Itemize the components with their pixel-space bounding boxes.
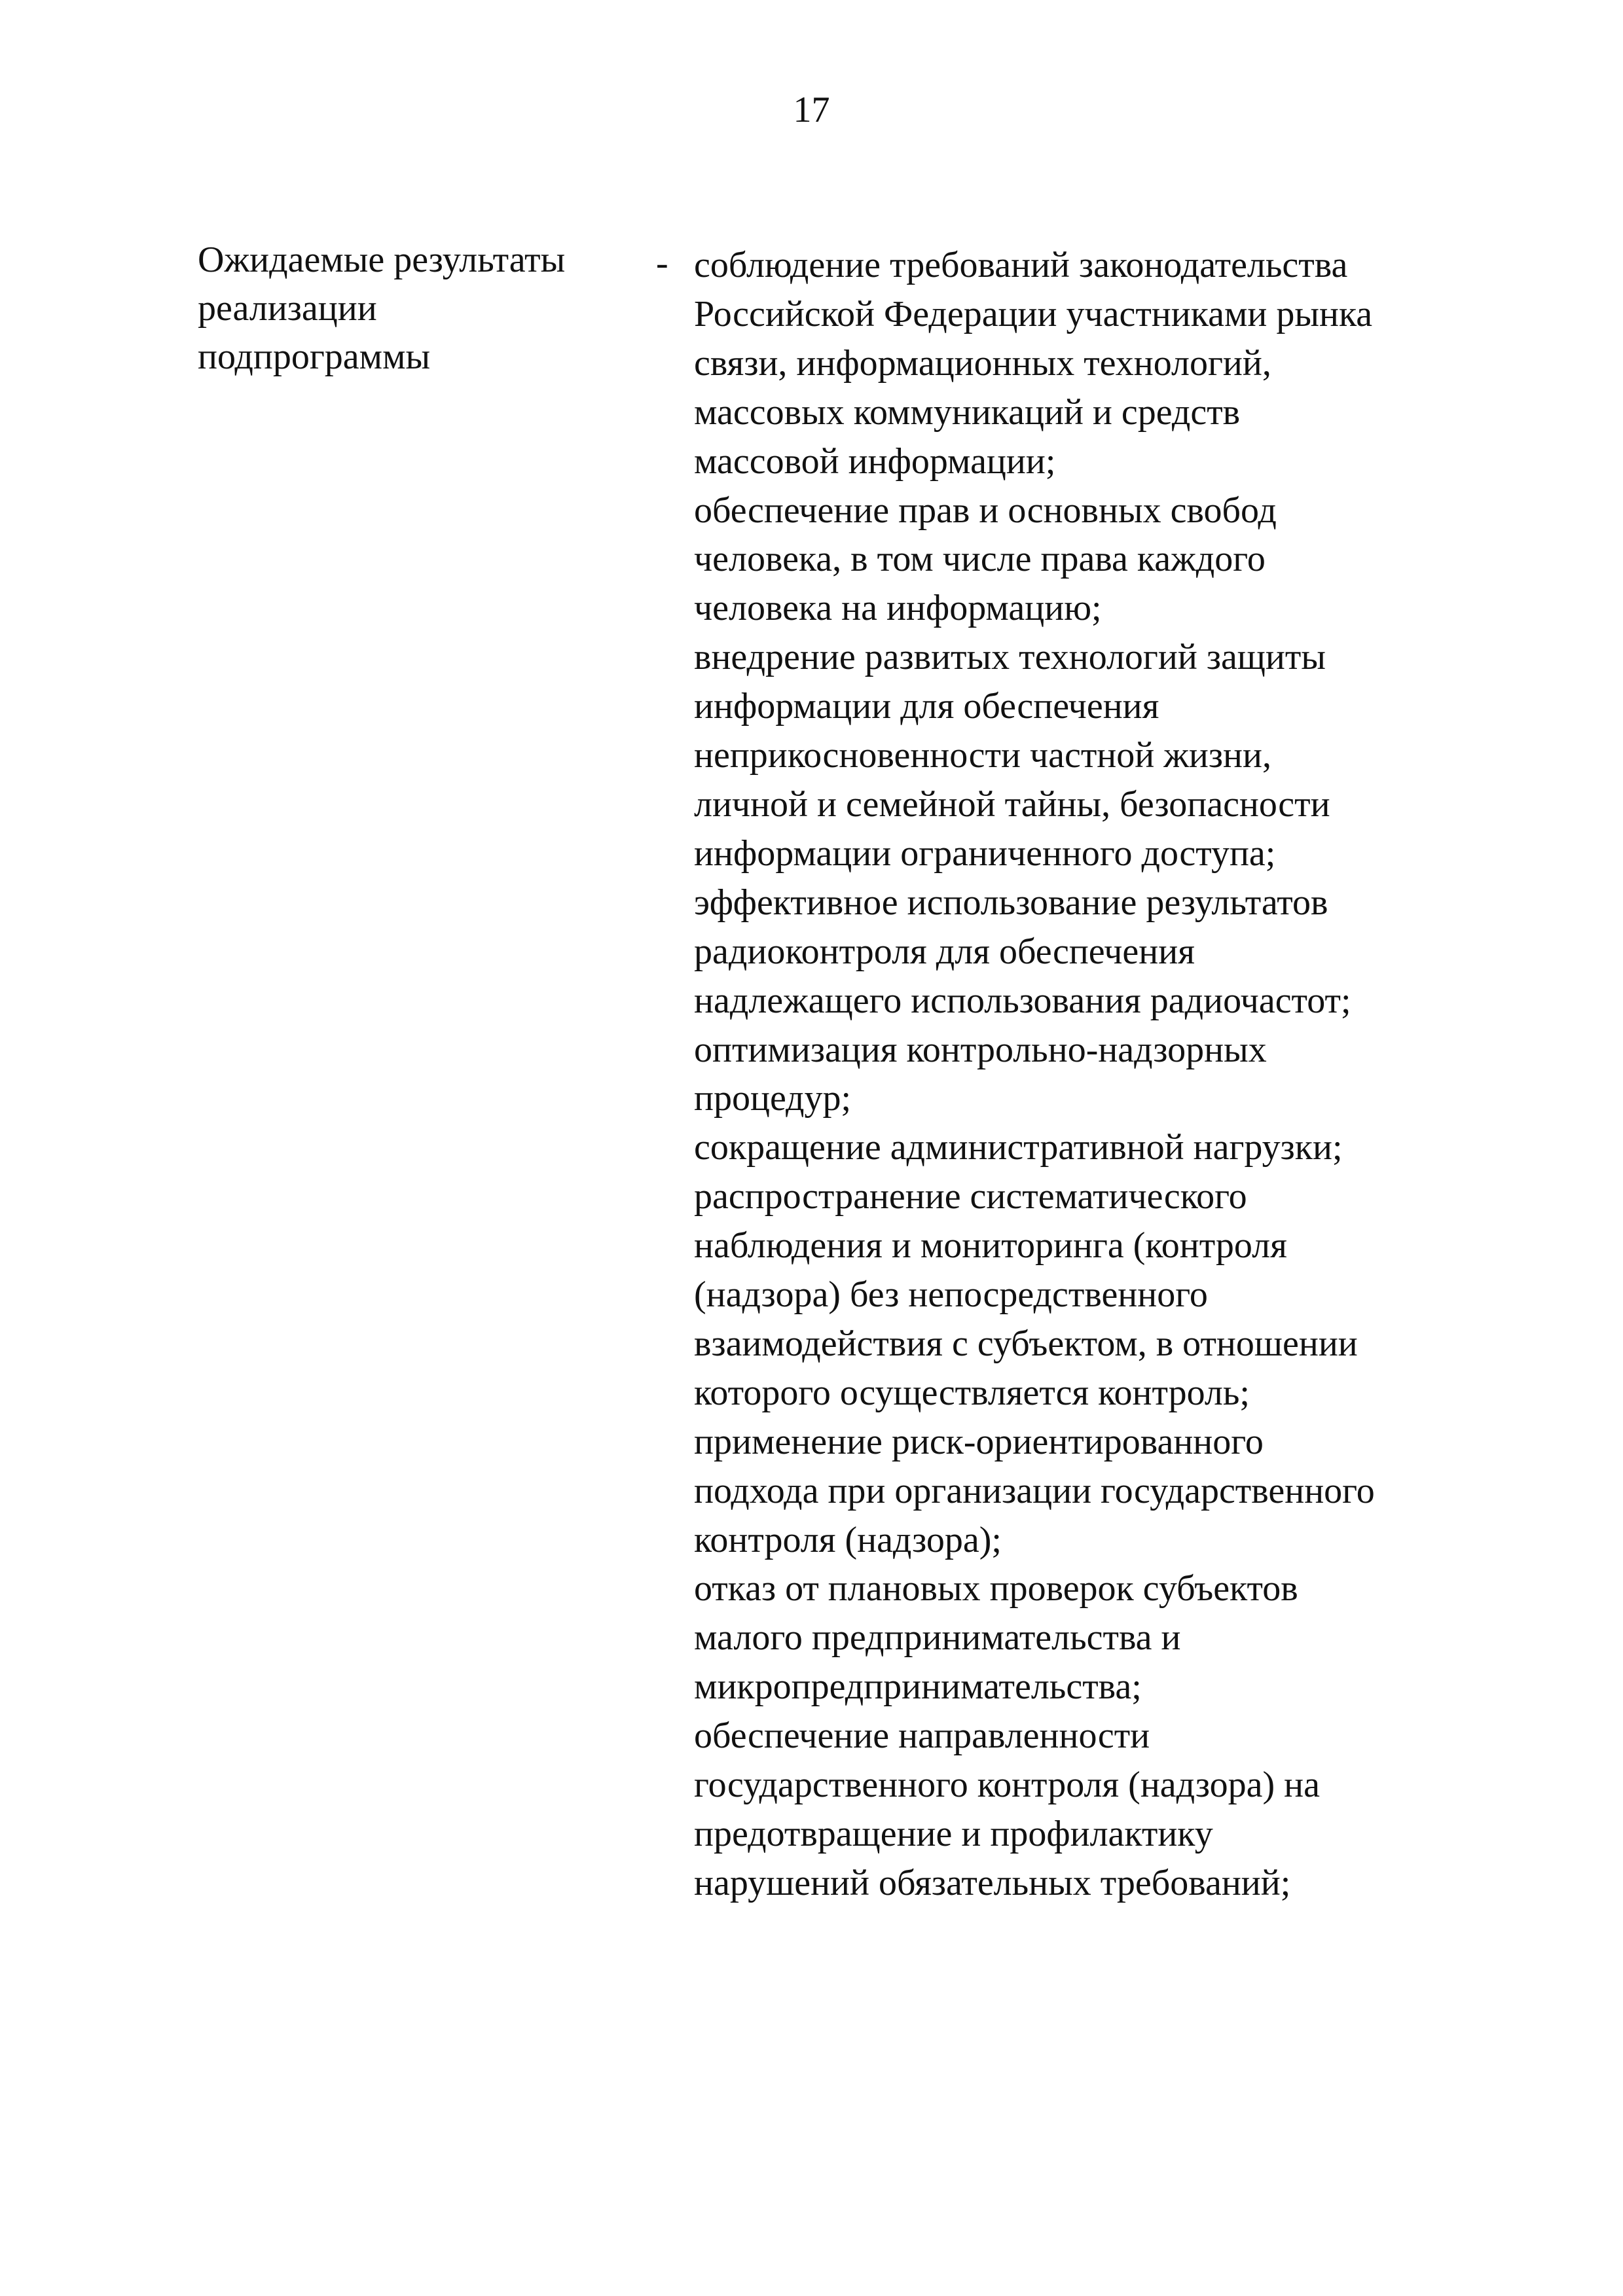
result-line: эффективное использование результатов [694, 882, 1328, 923]
result-line: наблюдения и мониторинга (контроля [694, 1225, 1287, 1266]
result-line: человека на информацию; [694, 588, 1102, 629]
result-line: информации ограниченного доступа; [694, 833, 1276, 874]
result-line: применение риск-ориентированного [694, 1421, 1264, 1462]
result-line: информации для обеспечения [694, 686, 1159, 727]
result-line: Российской Федерации участниками рынка [694, 293, 1373, 334]
result-line: контроля (надзора); [694, 1519, 1002, 1560]
result-line: которого осуществляется контроль; [694, 1372, 1250, 1413]
result-line: внедрение развитых технологий защиты [694, 637, 1326, 678]
result-line: радиоконтроля для обеспечения [694, 931, 1195, 972]
dash-separator: - [656, 243, 668, 283]
result-line: предотвращение и профилактику [694, 1814, 1213, 1854]
result-line: неприкосновенности частной жизни, [694, 735, 1271, 776]
result-line: микропредпринимательства; [694, 1666, 1142, 1708]
result-line: личной и семейной тайны, безопасности [694, 783, 1330, 825]
section-label-line: подпрограммы [198, 336, 431, 377]
result-line: взаимодействия с субъектом, в отношении [694, 1323, 1358, 1364]
result-line: обеспечение направленности [694, 1715, 1150, 1757]
result-line: обеспечение прав и основных свобод [694, 490, 1277, 531]
result-line: массовой информации; [694, 440, 1056, 482]
result-line: процедур; [694, 1078, 852, 1119]
result-line: массовых коммуникаций и средств [694, 391, 1241, 433]
result-line: соблюдение требований законодательства [694, 245, 1348, 285]
result-line: отказ от плановых проверок субъектов [694, 1568, 1298, 1609]
section-label [198, 236, 630, 381]
result-line: распространение систематического [694, 1176, 1247, 1217]
page-number: 17 [793, 90, 830, 130]
expected-results-text [694, 241, 1506, 1908]
result-line: нарушений обязательных требований; [694, 1862, 1291, 1903]
result-line: сокращение административной нагрузки; [694, 1127, 1343, 1168]
section-label-line: Ожидаемые результаты [198, 240, 566, 280]
result-line: надлежащего использования радиочастот; [694, 980, 1351, 1021]
result-line: подхода при организации государственного [694, 1470, 1375, 1511]
result-line: малого предпринимательства и [694, 1617, 1181, 1659]
result-line: государственного контроля (надзора) на [694, 1765, 1320, 1806]
result-line: человека, в том числе права каждого [694, 539, 1266, 580]
section-label-line: реализации [198, 288, 377, 329]
result-line: оптимизация контрольно-надзорных [694, 1029, 1267, 1070]
result-line: связи, информационных технологий, [694, 342, 1271, 384]
result-line: (надзора) без непосредственного [694, 1274, 1208, 1316]
